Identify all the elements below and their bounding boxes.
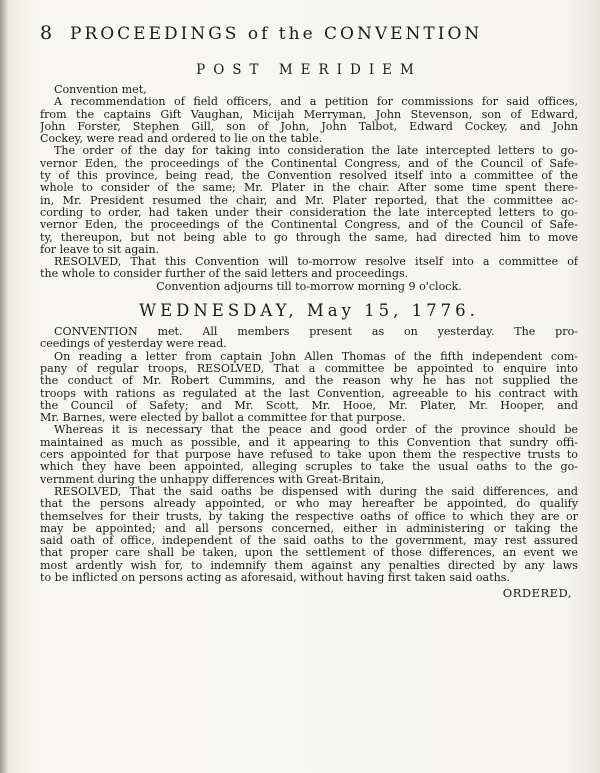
text-line: ty, thereupon, but not being able to go through the same, had directed him to move [40,231,578,244]
day-heading: WEDNESDAY, May 15, 1776. [139,301,479,321]
text-line: maintained as much as possible, and it appearing to this Convention that sundry offi- [40,436,578,449]
pm-proceedings-text [40,84,578,293]
text-line: cers appointed for that purpose have refused to take upon them the respective trusts to [40,449,578,462]
paragraph [40,326,578,351]
text-line: Convention met, [54,84,147,96]
catchword: ORDERED, [502,586,572,601]
text-line: from the captains Gift Vaughan, Micijah Merryman, John Stevenson, son of Edward, [40,108,578,121]
text-line: ceedings of yesterday were read. [40,338,227,351]
wednesday-proceedings-text [40,326,578,584]
running-head [40,22,578,52]
paragraph [40,84,578,96]
header-title: PROCEEDINGS of the CONVENTION [70,24,483,44]
paragraph [40,424,578,485]
text-line: cording to order, had taken under their consideration the late intercepted letters to go- [40,206,578,219]
text-line: most ardently wish for, to indemnify them against any penalties directed by any laws [40,559,578,572]
text-line: ty of this province, being read, the Convention resolved itself into a committee of the [40,170,578,183]
text-line: said oath of office, independent of the said oaths to the government, may rest assured [40,535,578,548]
text-line: vernor Eden, the proceedings of the Continental Congress, and of the Council of Safe- [40,219,578,232]
text-line: that proper care shall be taken, upon the settlement of those differences, an event we [40,547,578,560]
text-line: whole to consider of the same; Mr. Plater in the chair. After some time spent there- [40,182,578,195]
text-line: the conduct of Mr. Robert Cummins, and the reason why he has not supplied the [40,375,578,388]
text-line: Convention adjourns till to-morrow morning 9 o'clock. [156,280,462,293]
text-line: Cockey, were read and ordered to lie on the table. [40,133,323,146]
text-line: Whereas it is necessary that the peace and good order of the province should be [54,424,578,437]
text-line: themselves for their trusts, by taking the respective oaths of office to which they are or [40,510,578,523]
text-line: for leave to sit again. [40,243,160,256]
text-line: The order of the day for taking into consideration the late intercepted letters to go- [54,145,578,158]
text-line: the whole to consider further of the said letters and proceedings. [40,268,409,281]
paragraph [40,145,578,256]
text-line: to be inflicted on persons acting as aforesaid, without having first taken said oaths. [40,571,510,584]
section-title: POST MERIDIEM [196,62,422,78]
paragraph [40,256,578,281]
text-line: vernment during the unhappy differences with Great-Britain, [40,473,385,486]
text-line: CONVENTION met. All members present as on yesterday. The pro- [54,326,578,339]
text-line: pany of regular troops, RESOLVED, That a committee be appointed to enquire into [40,362,578,375]
text-line: in, Mr. President resumed the chair, and Mr. Plater reported, that the committee ac- [40,194,578,207]
text-line: RESOLVED, That this Convention will to-morrow resolve itself into a committee of [54,256,578,269]
text-line: On reading a letter from captain John Allen Thomas of the fifth independent com- [54,350,578,363]
text-line: the Council of Safety; and Mr. Scott, Mr. Hooe, Mr. Plater, Mr. Hooper, and [40,399,578,412]
paragraph [40,486,578,584]
text-line: troops with rations as regulated at the last Convention, agreeable to his contract with [40,387,578,400]
text-line: may be appointed; and all persons concerned, either in administering or taking the [40,522,578,535]
page-number: 8 [40,22,53,44]
text-line: John Forster, Stephen Gill, son of John, John Talbot, Edward Cockey, and John [40,120,578,133]
paragraph [40,351,578,425]
paragraph [40,281,578,293]
text-line: A recommendation of field officers, and a petition for commissions for said offices, [54,96,578,109]
text-line: Mr. Barnes, were elected by ballot a committee for that purpose. [40,412,406,425]
paragraph [40,96,578,145]
text-line: that the persons already appointed, or who may hereafter be appointed, do qualify [40,498,578,511]
text-line: RESOLVED, That the said oaths be dispensed with during the said differences, and [54,485,578,498]
text-line: vernor Eden, the proceedings of the Continental Congress, and of the Council of Safe- [40,157,578,170]
text-line: which they have been appointed, alleging scruples to take the usual oaths to the go- [40,461,578,474]
